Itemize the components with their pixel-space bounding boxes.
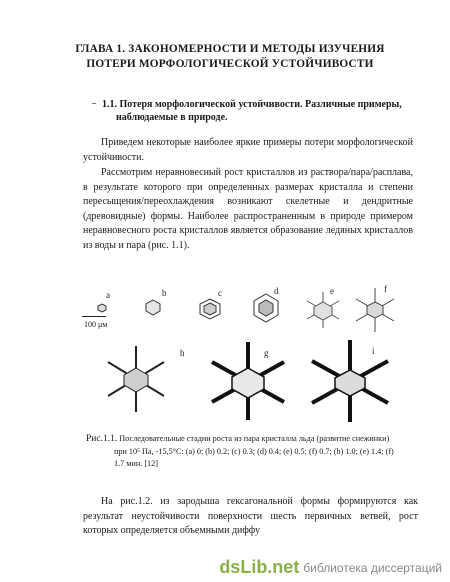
watermark-text: библиотека диссертаций xyxy=(303,560,442,575)
watermark-logo: dsLib.net xyxy=(219,557,300,577)
figure-label-g: g xyxy=(264,348,269,358)
watermark xyxy=(219,557,442,578)
figure-label-a: a xyxy=(106,290,110,300)
snowflake-figure xyxy=(78,284,423,424)
chapter-title-line1: ГЛАВА 1. ЗАКОНОМЕРНОСТИ И МЕТОДЫ ИЗУЧЕНИЯ xyxy=(75,43,385,55)
figure-caption xyxy=(86,433,416,471)
caption-line2: при 10⁵ Па, -15,5°С: (a) 0; (b) 0.2; (c) 0.3; (d) 0.4; (e) 0.5; (f) 0.7; (h) 1.0; (e) 1.4; (f) xyxy=(114,446,394,456)
figure-label-c: c xyxy=(218,288,222,298)
paragraph-examples: Приведем некоторые наиболее яркие примеры потери морфологической устойчивости. xyxy=(83,137,413,163)
scale-bar xyxy=(82,316,106,317)
paragraph-hexagonal-nucleus: На рис.1.2. из зародыша гексагональной формы формируются как результат неустойчивости поверхности шесть первичных ветвей, рост которых определяется объемными диффу xyxy=(83,496,418,537)
figure-label-h: h xyxy=(180,348,185,358)
section-heading-line2: наблюдаемые в природе. xyxy=(116,112,228,123)
chapter-title xyxy=(60,42,400,72)
paragraph-crystal-growth: Рассмотрим неравновесный рост кристаллов из раствора/пара/расплава, в результате которого при определенных размерах кристалла и степени пересыщения/переохлаждения возникают скелетные и дендритные (древовидные) формы. Наиболее распространенным в природе примером неравновесного роста кристаллов является образование ледяных кристаллов из воды и пара (рис. 1.1). xyxy=(83,167,413,251)
caption-line1: Последовательные стадии роста из пара кристалла льда (развитие снежинки) xyxy=(119,434,390,443)
figure-label-e: e xyxy=(330,286,334,296)
figure-label-d: d xyxy=(274,286,279,296)
scale-label: 100 μм xyxy=(84,320,108,329)
caption-line3: 1.7 мин. [12] xyxy=(114,459,158,468)
section-heading xyxy=(102,98,422,124)
margin-mark xyxy=(92,103,96,104)
caption-lead: Рис.1.1. xyxy=(86,434,118,444)
chapter-title-line2: ПОТЕРИ МОРФОЛОГИЧЕСКОЙ УСТОЙЧИВОСТИ xyxy=(86,58,374,70)
figure-label-b: b xyxy=(162,288,167,298)
figure-label-i: i xyxy=(372,346,375,356)
section-heading-line1: 1.1. Потеря морфологической устойчивости. Различные примеры, xyxy=(102,99,402,110)
figure-label-f: f xyxy=(384,284,387,294)
